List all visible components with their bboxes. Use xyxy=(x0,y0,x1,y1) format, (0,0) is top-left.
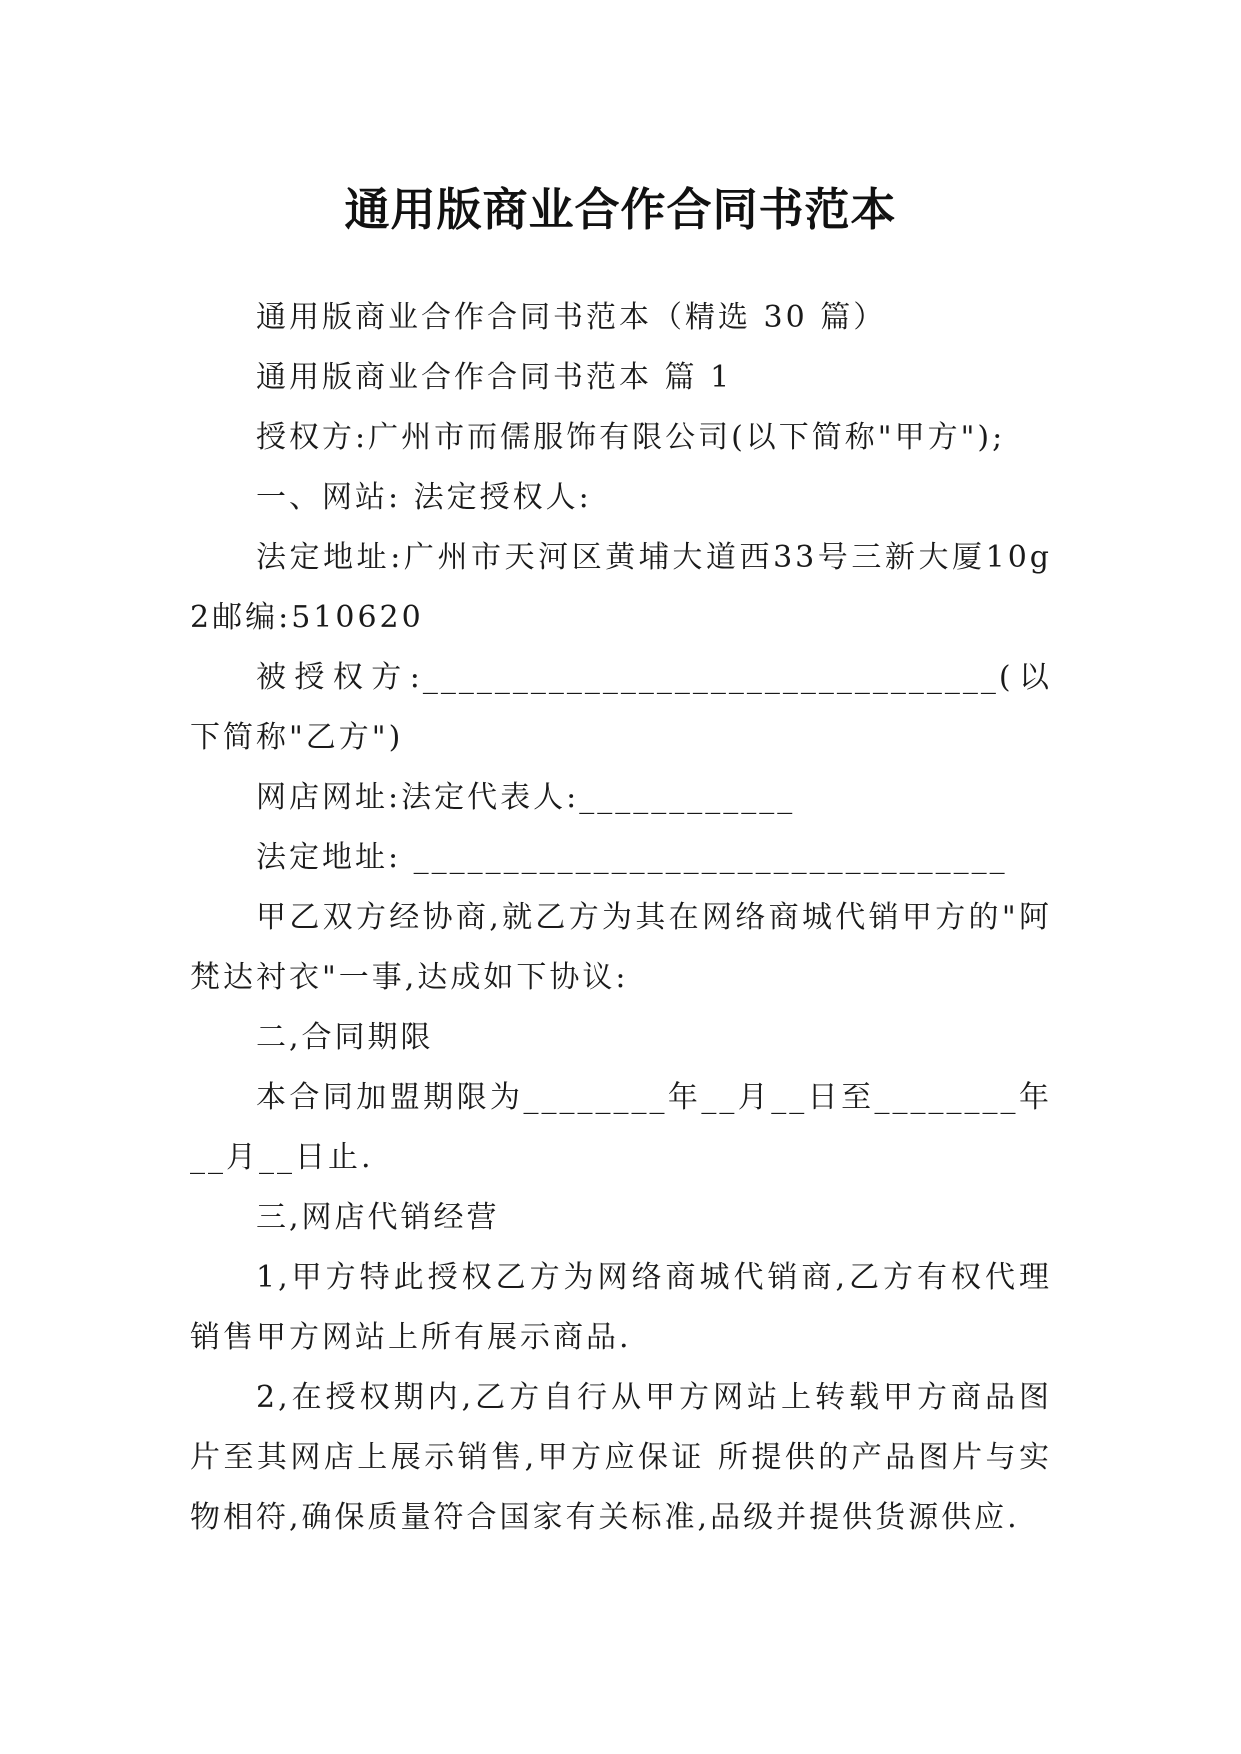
document-body xyxy=(190,288,1052,1548)
paragraph-legal-address: 法定地址: _________________________________ xyxy=(256,840,1008,875)
paragraph-shop-url: 网店网址:法定代表人:____________ xyxy=(256,780,796,815)
paragraph-chapter-heading: 通用版商业合作合同书范本 篇 1 xyxy=(256,360,733,395)
section-heading-operation: 三,网店代销经营 xyxy=(256,1200,500,1235)
paragraph-subtitle: 通用版商业合作合同书范本（精选 30 篇） xyxy=(256,300,887,335)
paragraph-clause-1: 1,甲方特此授权乙方为网络商城代销商,乙方有权代理销售甲方网站上所有展示商品. xyxy=(190,1260,1052,1355)
paragraph-grantor: 授权方:广州市而儒服饰有限公司(以下简称"甲方"); xyxy=(256,420,1006,455)
paragraph-address: 法定地址:广州市天河区黄埔大道西33号三新大厦10g2邮编:510620 xyxy=(190,540,1052,635)
paragraph-website: 一、网站: 法定授权人: xyxy=(256,480,592,515)
document-title: 通用版商业合作合同书范本 xyxy=(344,183,897,237)
paragraph-grantee: 被授权方:________________________________(以下简称"乙方") xyxy=(190,660,1052,755)
paragraph-clause-2: 2,在授权期内,乙方自行从甲方网站上转载甲方商品图片至其网店上展示销售,甲方应保证 所提供的产品图片与实物相符,确保质量符合国家有关标准,品级并提供货源供应. xyxy=(190,1380,1052,1535)
section-heading-term: 二,合同期限 xyxy=(256,1020,434,1055)
paragraph-agreement-intro: 甲乙双方经协商,就乙方为其在网络商城代销甲方的"阿梵达衬衣"一事,达成如下协议: xyxy=(190,900,1052,995)
paragraph-term: 本合同加盟期限为________年__月__日至________年__月__日止. xyxy=(190,1080,1052,1175)
